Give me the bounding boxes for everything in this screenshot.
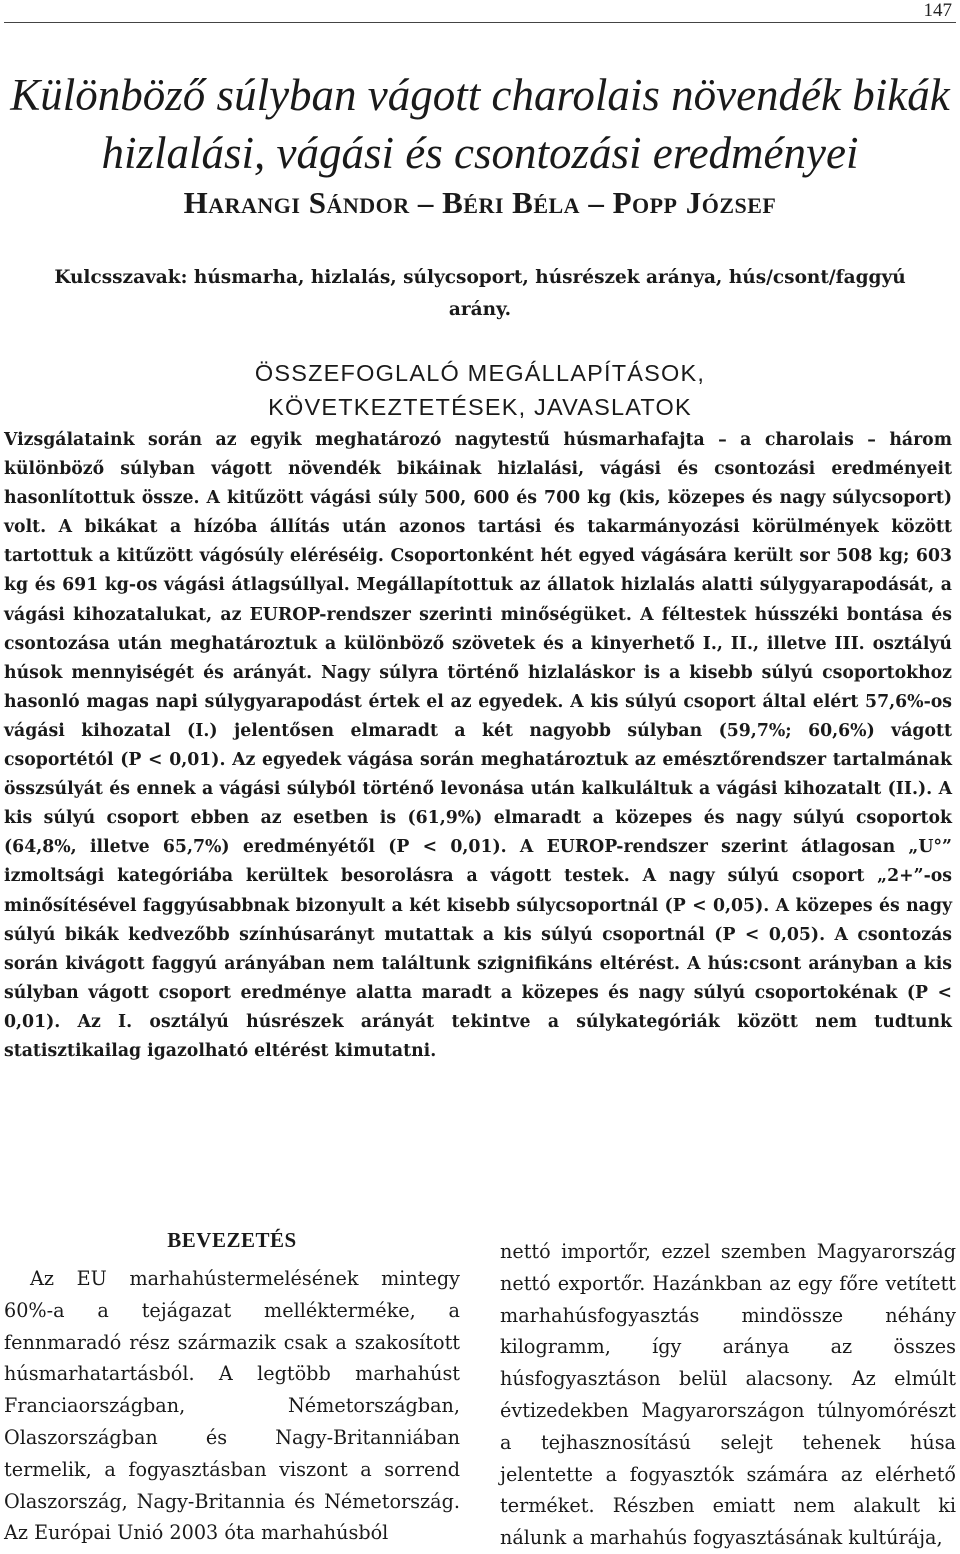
summary-heading-line-2: KÖVETKEZTETÉSEK, JAVASLATOK bbox=[268, 394, 692, 420]
article-title: Különböző súlyban vágott charolais növendék bikák hizlalási, vágási és csontozási eredményei bbox=[10, 70, 950, 178]
summary-heading-line-1: ÖSSZEFOGLALÓ MEGÁLLAPÍTÁSOK, bbox=[254, 360, 706, 386]
article-authors: Harangi Sándor – Béri Béla – Popp József bbox=[183, 185, 777, 220]
summary-heading bbox=[0, 356, 960, 424]
page-number: 147 bbox=[923, 0, 952, 21]
keywords bbox=[0, 262, 960, 326]
intro-heading: BEVEZETÉS bbox=[167, 1228, 297, 1252]
keywords-line-1: Kulcsszavak: húsmarha, hizlalás, súlycsoport, húsrészek aránya, hús/csont/faggyú bbox=[54, 267, 906, 288]
intro-right-text: nettó importőr, ezzel szemben Magyarország nettó exportőr. Hazánkban az egy főre vetített marhahúsfogyasztás mindössze néhány kilogramm, így aránya az összes húsfogyasztáson belül alacsony. Az elmúlt évtizedekben Magyarországon túlnyomórészt a tejhasznosítású selejt tehenek húsa jelentette a fogyasztók számára az elérhető terméket. Részben emiatt nem alakult ki nálunk a marhahús fogyasztásának kultúrája, bbox=[500, 1240, 956, 1550]
intro-right-column bbox=[500, 1236, 956, 1554]
header-rule bbox=[4, 22, 956, 23]
intro-left-column bbox=[4, 1222, 460, 1549]
keywords-line-2: arány. bbox=[448, 299, 512, 320]
summary-text: Vizsgálataink során az egyik meghatározó nagytestű húsmarhafajta – a charolais – három különböző súlyban vágott növendék bikáinak hizlalási, vágási és csontozási eredményeit hasonlítottuk össze. A kitűzött vágási súly 500, 600 és 700 kg (kis, közepes és nagy súlycsoport) volt. A bikákat a hízóba állítás után azonos tartási és takarmányozási körülmények között tartottuk a kitűzött vágósúly eléréséig. Csoportonként hét egyed vágására került sor 508 kg; 603 kg és 691 kg-os vágási átlagsúllyal. Megállapítottuk az állatok hizlalás alatti súlygyarapodását, a vágási kihozatalukat, az EUROP-rendszer szerinti minőségüket. A féltestek hússzéki bontása és csontozása után meghatároztuk a különböző szövetek és a kinyerhető I., II., illetve III. osztályú húsok mennyiségét és arányát. Nagy súlyra történő hizlaláskor is a kisebb súlyú csoportokhoz hasonló magas napi súlygyarapodást értek el az egyedek. A kis súlyú csoport által elért 57,6%-os vágási kihozatal (I.) jelentősen elmaradt a két nagyobb súlyban (59,7%; 60,6%) vágott csoportétól (P < 0,01). Az egyedek vágása során meghatároztuk az emésztőrendszer tartalmának összsúlyát és ennek a vágási súlyból történő levonása után kalkuláltuk a vágási kihozatalt (II.). A kis súlyú csoport ebben az esetben is (61,9%) elmaradt a közepes és nagy súlyú csoportok (64,8%, illetve 65,7%) eredményétől (P < 0,01). A EUROP-rendszer szerint átlagosan „U°” izmoltsági kategóriába kerültek besorolásra a vágott testek. A nagy súlyú csoport „2+”-os minősítésével faggyúsabbnak bizonyult a két kisebb súlycsoportnál (P < 0,05). A közepes és nagy súlyú bikák kedvezőbb színhúsarányt mutattak a kis súlyú csoportnál (P < 0,05). A csontozás során kivágott faggyú arányában nem találtunk szignifikáns eltérést. A hús:csont arányban a kis súlyban vágott csoport eredménye alatta maradt a közepes és nagy súlyú csoportokénak (P < 0,01). Az I. osztályú húsrészek arányát tekintve a súlykategóriák között nem tudtunk statisztikailag igazolható eltérést kimutatni. bbox=[4, 430, 952, 1061]
intro-left-text: Az EU marhahústermelésének mintegy 60%-a a tejágazat mellékterméke, a fennmaradó rész származik csak a szakosított húsmarhatartásból. A legtöbb marhahúst Franciaországban, Németországban, Olaszországban és Nagy-Britanniában termelik, a fogyasztásban viszont a sorrend Olaszország, Nagy-Britannia és Németország. Az Európai Unió 2003 óta marhahúsból bbox=[4, 1267, 460, 1545]
